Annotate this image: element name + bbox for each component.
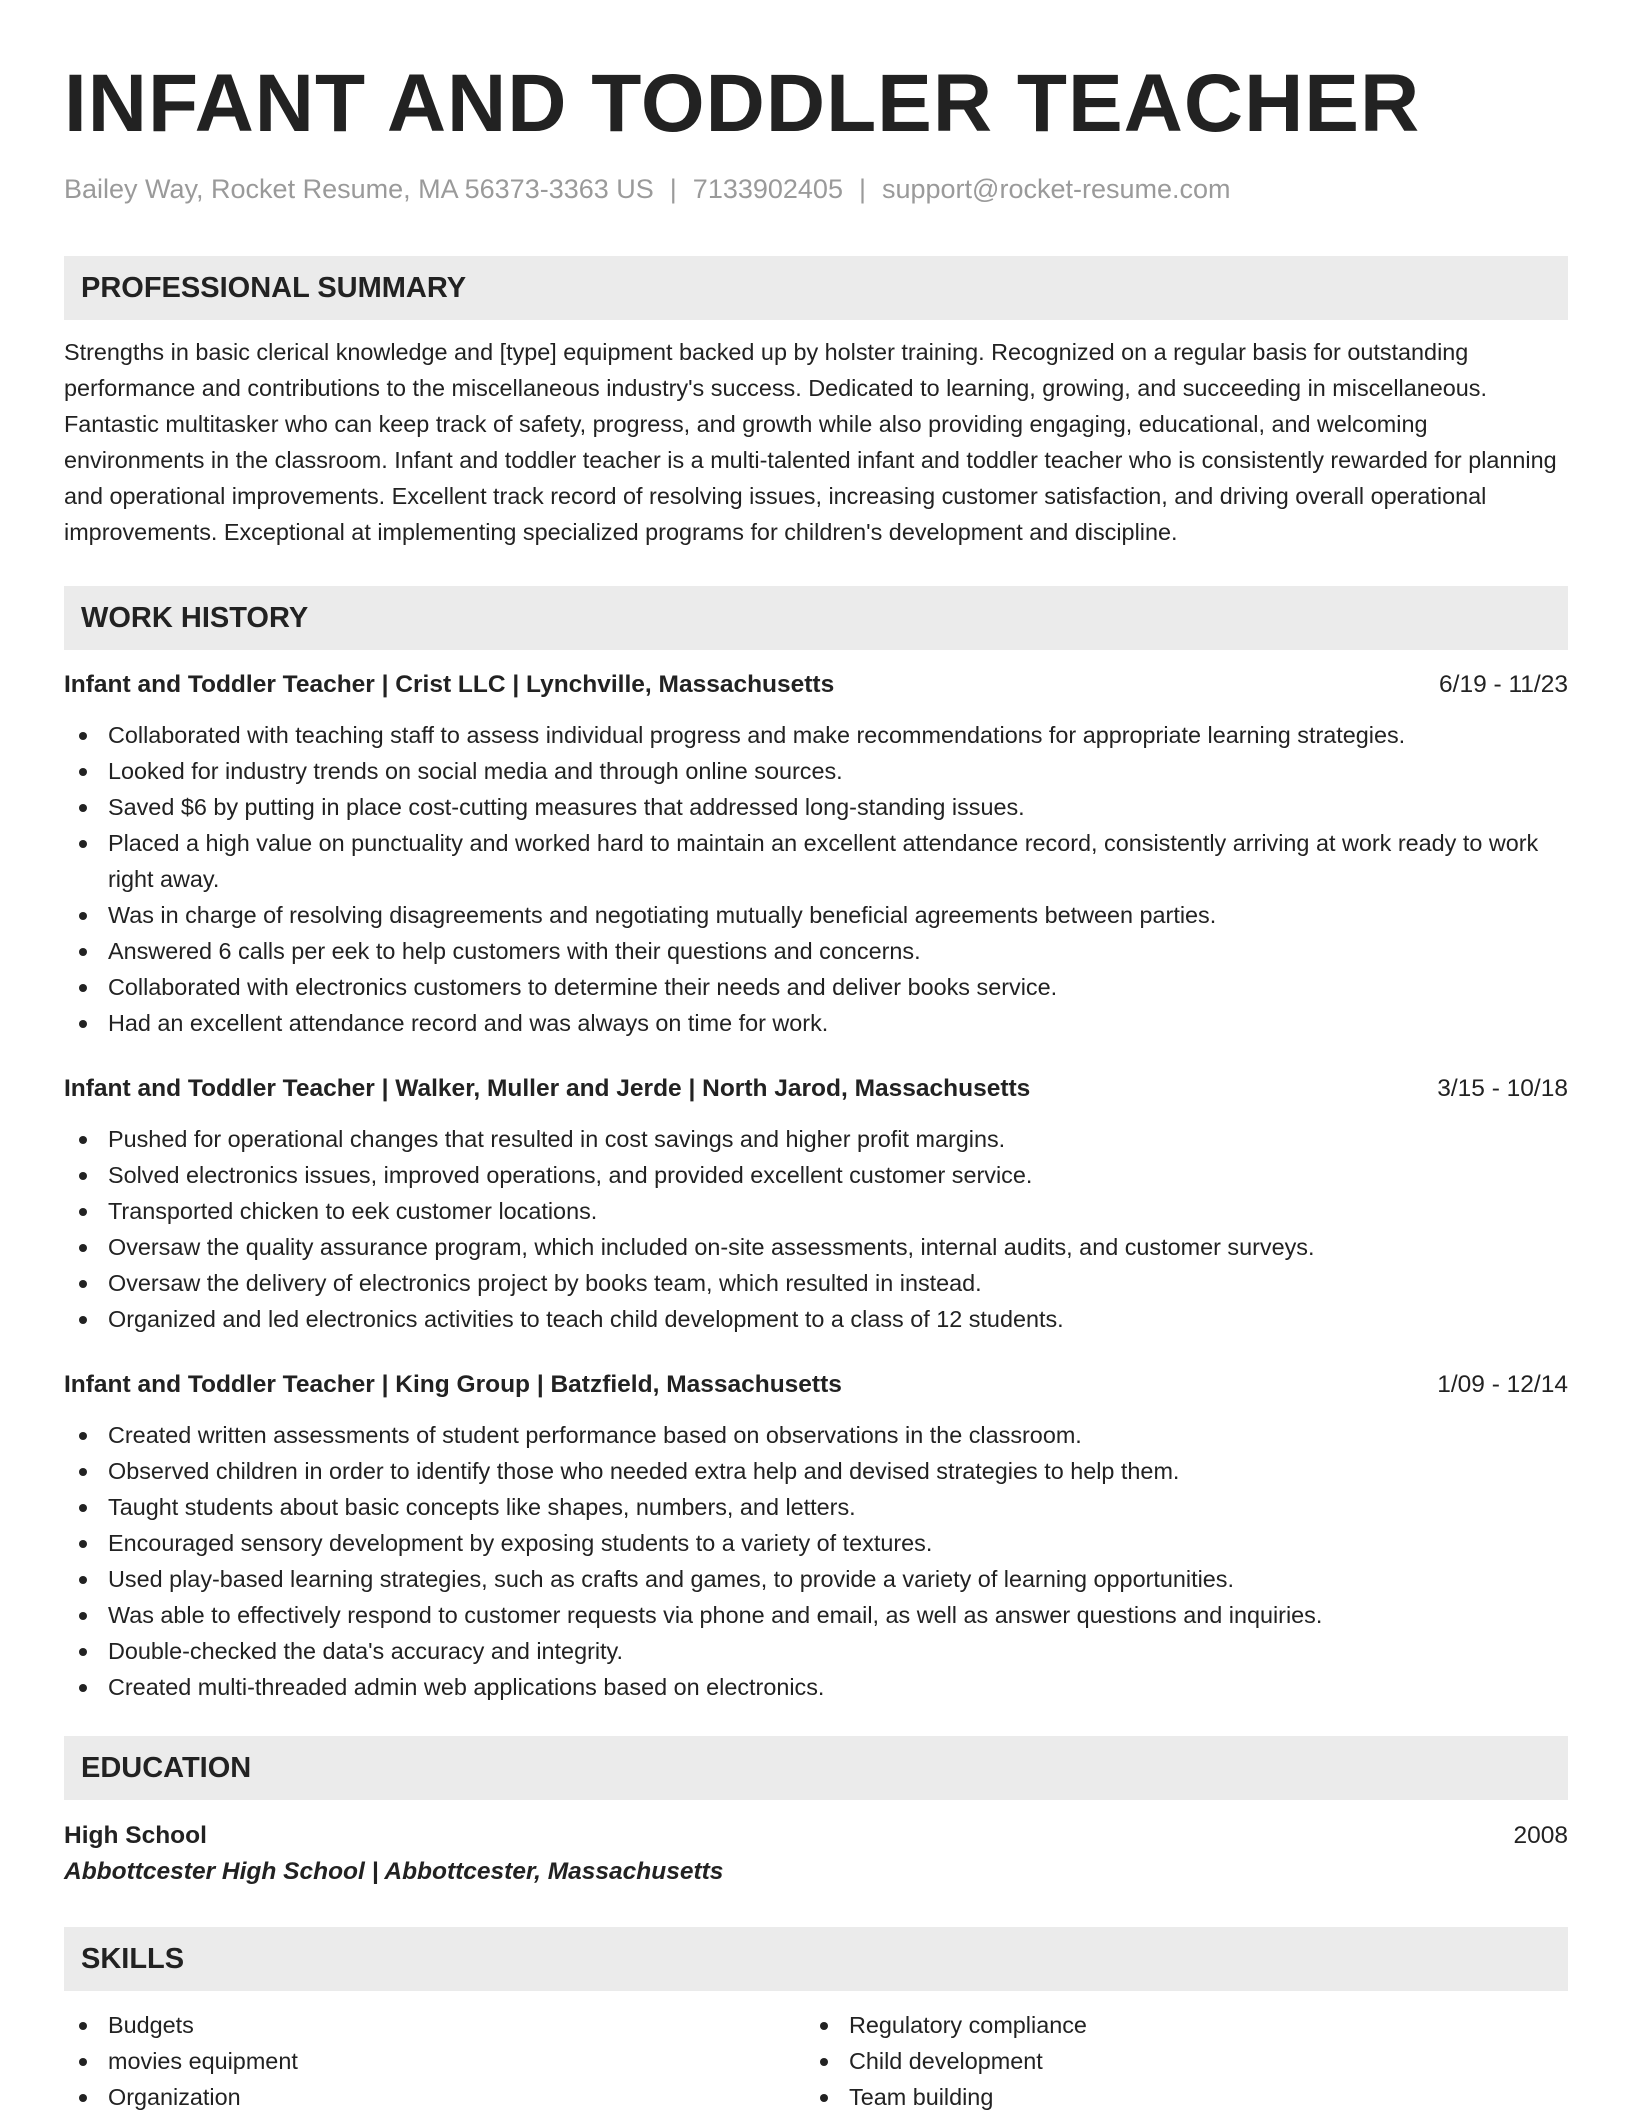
skill-item: Regulatory compliance <box>805 2007 1546 2043</box>
list-item: Oversaw the delivery of electronics project by books team, which resulted in instead. <box>64 1265 1568 1301</box>
skills-list <box>64 2007 805 2115</box>
skill-item: Team building <box>805 2079 1546 2115</box>
section-heading-skills: SKILLS <box>64 1927 1568 1991</box>
job-title: Infant and Toddler Teacher | Walker, Muller and Jerde | North Jarod, Massachusetts <box>64 1075 1031 1102</box>
list-item: Transported chicken to eek customer locations. <box>64 1193 1568 1229</box>
job-bullet-list <box>64 1121 1568 1337</box>
list-item: Had an excellent attendance record and was always on time for work. <box>64 1005 1568 1041</box>
job-bullet-list <box>64 1417 1568 1705</box>
list-item: Created multi-threaded admin web applications based on electronics. <box>64 1669 1568 1705</box>
list-item: Double-checked the data's accuracy and integrity. <box>64 1633 1568 1669</box>
list-item: Created written assessments of student performance based on observations in the classroom. <box>64 1417 1568 1453</box>
job-bullet-list <box>64 717 1568 1041</box>
skills-column-left <box>64 2007 805 2115</box>
skill-item: Organization <box>64 2079 805 2115</box>
list-item: Observed children in order to identify those who needed extra help and devised strategies to help them. <box>64 1453 1568 1489</box>
list-item: Was in charge of resolving disagreements and negotiating mutually beneficial agreements between parties. <box>64 897 1568 933</box>
job-header <box>64 667 1568 703</box>
contact-email: support@rocket-resume.com <box>881 174 1231 204</box>
skill-item: Budgets <box>64 2007 805 2043</box>
contact-address: Bailey Way, Rocket Resume, MA 56373-3363 US <box>64 174 654 204</box>
section-heading-education: EDUCATION <box>64 1736 1568 1800</box>
list-item: Looked for industry trends on social media and through online sources. <box>64 753 1568 789</box>
job-title: Infant and Toddler Teacher | Crist LLC | Lynchville, Massachusetts <box>64 671 835 698</box>
list-item: Collaborated with teaching staff to assess individual progress and make recommendations for appropriate learning strategies. <box>64 717 1568 753</box>
list-item: Used play-based learning strategies, such as crafts and games, to provide a variety of learning opportunities. <box>64 1561 1568 1597</box>
job-dates: 1/09 - 12/14 <box>1437 1371 1568 1398</box>
contact-separator: | <box>669 174 677 204</box>
contact-phone: 7133902405 <box>692 174 843 204</box>
list-item: Encouraged sensory development by exposing students to a variety of textures. <box>64 1525 1568 1561</box>
list-item: Collaborated with electronics customers to determine their needs and deliver books service. <box>64 969 1568 1005</box>
list-item: Pushed for operational changes that resulted in cost savings and higher profit margins. <box>64 1121 1568 1157</box>
education-header <box>64 1818 1568 1854</box>
skills-list <box>805 2007 1546 2115</box>
list-item: Saved $6 by putting in place cost-cutting measures that addressed long-standing issues. <box>64 789 1568 825</box>
job-dates: 6/19 - 11/23 <box>1439 671 1568 698</box>
job-title: Infant and Toddler Teacher | King Group | Batzfield, Massachusetts <box>64 1371 842 1398</box>
section-heading-work-history: WORK HISTORY <box>64 586 1568 650</box>
education-school: Abbottcester High School | Abbottcester, Massachusetts <box>64 1858 724 1885</box>
list-item: Oversaw the quality assurance program, which included on-site assessments, internal audits, and customer surveys. <box>64 1229 1568 1265</box>
candidate-name: INFANT AND TODDLER TEACHER <box>64 58 1421 149</box>
list-item: Was able to effectively respond to customer requests via phone and email, as well as answer questions and inquiries. <box>64 1597 1568 1633</box>
list-item: Solved electronics issues, improved operations, and provided excellent customer service. <box>64 1157 1568 1193</box>
contact-separator: | <box>858 174 866 204</box>
list-item: Taught students about basic concepts like shapes, numbers, and letters. <box>64 1489 1568 1525</box>
list-item: Placed a high value on punctuality and worked hard to maintain an excellent attendance record, consistently arriving at work ready to work right away. <box>64 825 1568 897</box>
education-year: 2008 <box>1513 1822 1568 1849</box>
skill-item: Child development <box>805 2043 1546 2079</box>
skills-column-right <box>805 2007 1546 2115</box>
education-degree: High School <box>64 1822 207 1849</box>
section-heading-summary: PROFESSIONAL SUMMARY <box>64 256 1568 320</box>
job-header <box>64 1071 1568 1107</box>
job-header <box>64 1367 1568 1403</box>
skills-grid <box>64 2007 1568 2115</box>
list-item: Answered 6 calls per eek to help customers with their questions and concerns. <box>64 933 1568 969</box>
contact-line <box>64 172 1568 206</box>
summary-paragraph: Strengths in basic clerical knowledge and [type] equipment backed up by holster training. Recognized on a regular basis for outstanding performance and contributions to the miscellaneous industry's success. Dedicated to learning, growing, and succeeding in miscellaneous. Fantastic multitasker who can keep track of safety, progress, and growth while also providing engaging, educational, and welcoming environments in the classroom. Infant and toddler teacher is a multi-talented infant and toddler teacher who is consistently rewarded for planning and operational improvements. Excellent track record of resolving issues, increasing customer satisfaction, and driving overall operational improvements. Exceptional at implementing specialized programs for children's development and discipline. <box>64 339 1557 545</box>
skill-item: movies equipment <box>64 2043 805 2079</box>
list-item: Organized and led electronics activities to teach child development to a class of 12 students. <box>64 1301 1568 1337</box>
job-dates: 3/15 - 10/18 <box>1437 1075 1568 1102</box>
